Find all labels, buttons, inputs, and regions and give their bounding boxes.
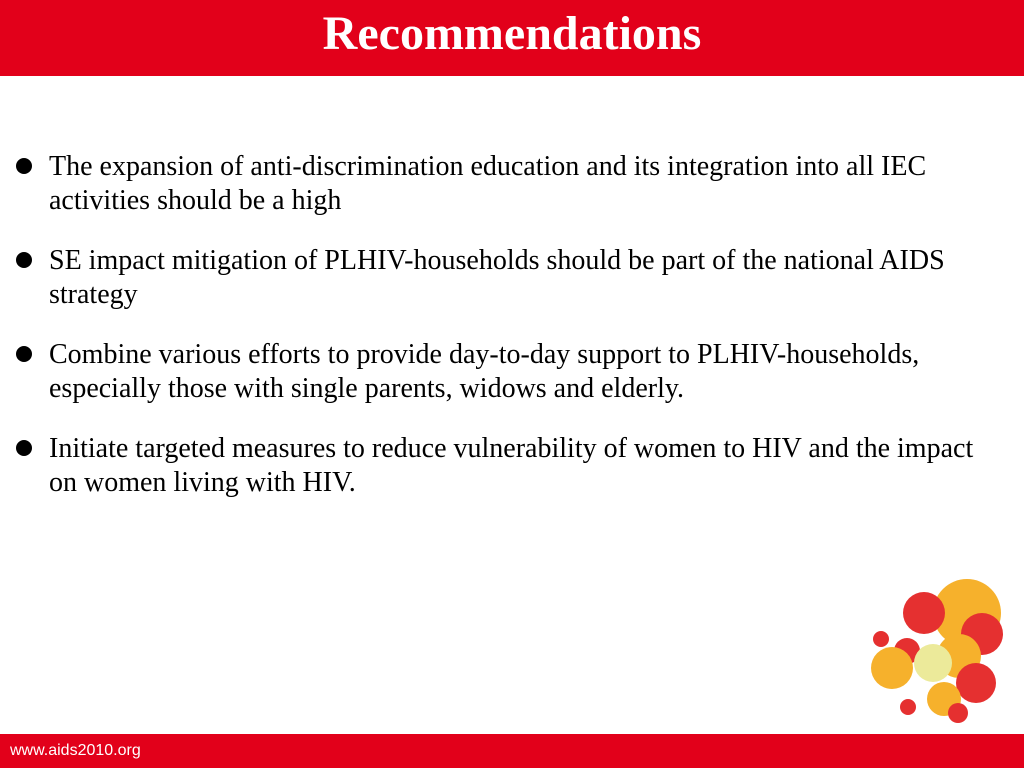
bullet-text: Initiate targeted measures to reduce vulnerability of women to HIV and the impact on women living with HIV. [49, 433, 974, 498]
bullet-dot-icon [16, 346, 32, 362]
logo-circle [903, 592, 945, 634]
bullet-text: Combine various efforts to provide day-to-day support to PLHIV-households, especially those with single parents, widows and elderly. [49, 339, 920, 404]
bullet-dot-icon [16, 252, 32, 268]
bullet-item [14, 244, 1004, 312]
logo-circle [871, 647, 913, 689]
logo-circle [948, 703, 968, 723]
logo-circle [900, 699, 916, 715]
footer-url-link[interactable]: www.aids2010.org [10, 742, 141, 759]
bullet-list [14, 150, 1004, 526]
bullet-item [14, 150, 1004, 218]
bullet-item [14, 432, 1004, 500]
bullet-text: SE impact mitigation of PLHIV-households should be part of the national AIDS strategy [49, 245, 945, 310]
footer-bar [0, 734, 1024, 768]
logo-circle [956, 663, 996, 703]
bullet-item [14, 338, 1004, 406]
circles-logo-icon [864, 576, 1014, 726]
logo-circle [873, 631, 889, 647]
bullet-dot-icon [16, 158, 32, 174]
bullet-dot-icon [16, 440, 32, 456]
bullet-text: The expansion of anti-discrimination education and its integration into all IEC activities should be a high [49, 151, 927, 216]
logo-circle [914, 644, 952, 682]
slide-title: Recommendations [322, 7, 702, 60]
